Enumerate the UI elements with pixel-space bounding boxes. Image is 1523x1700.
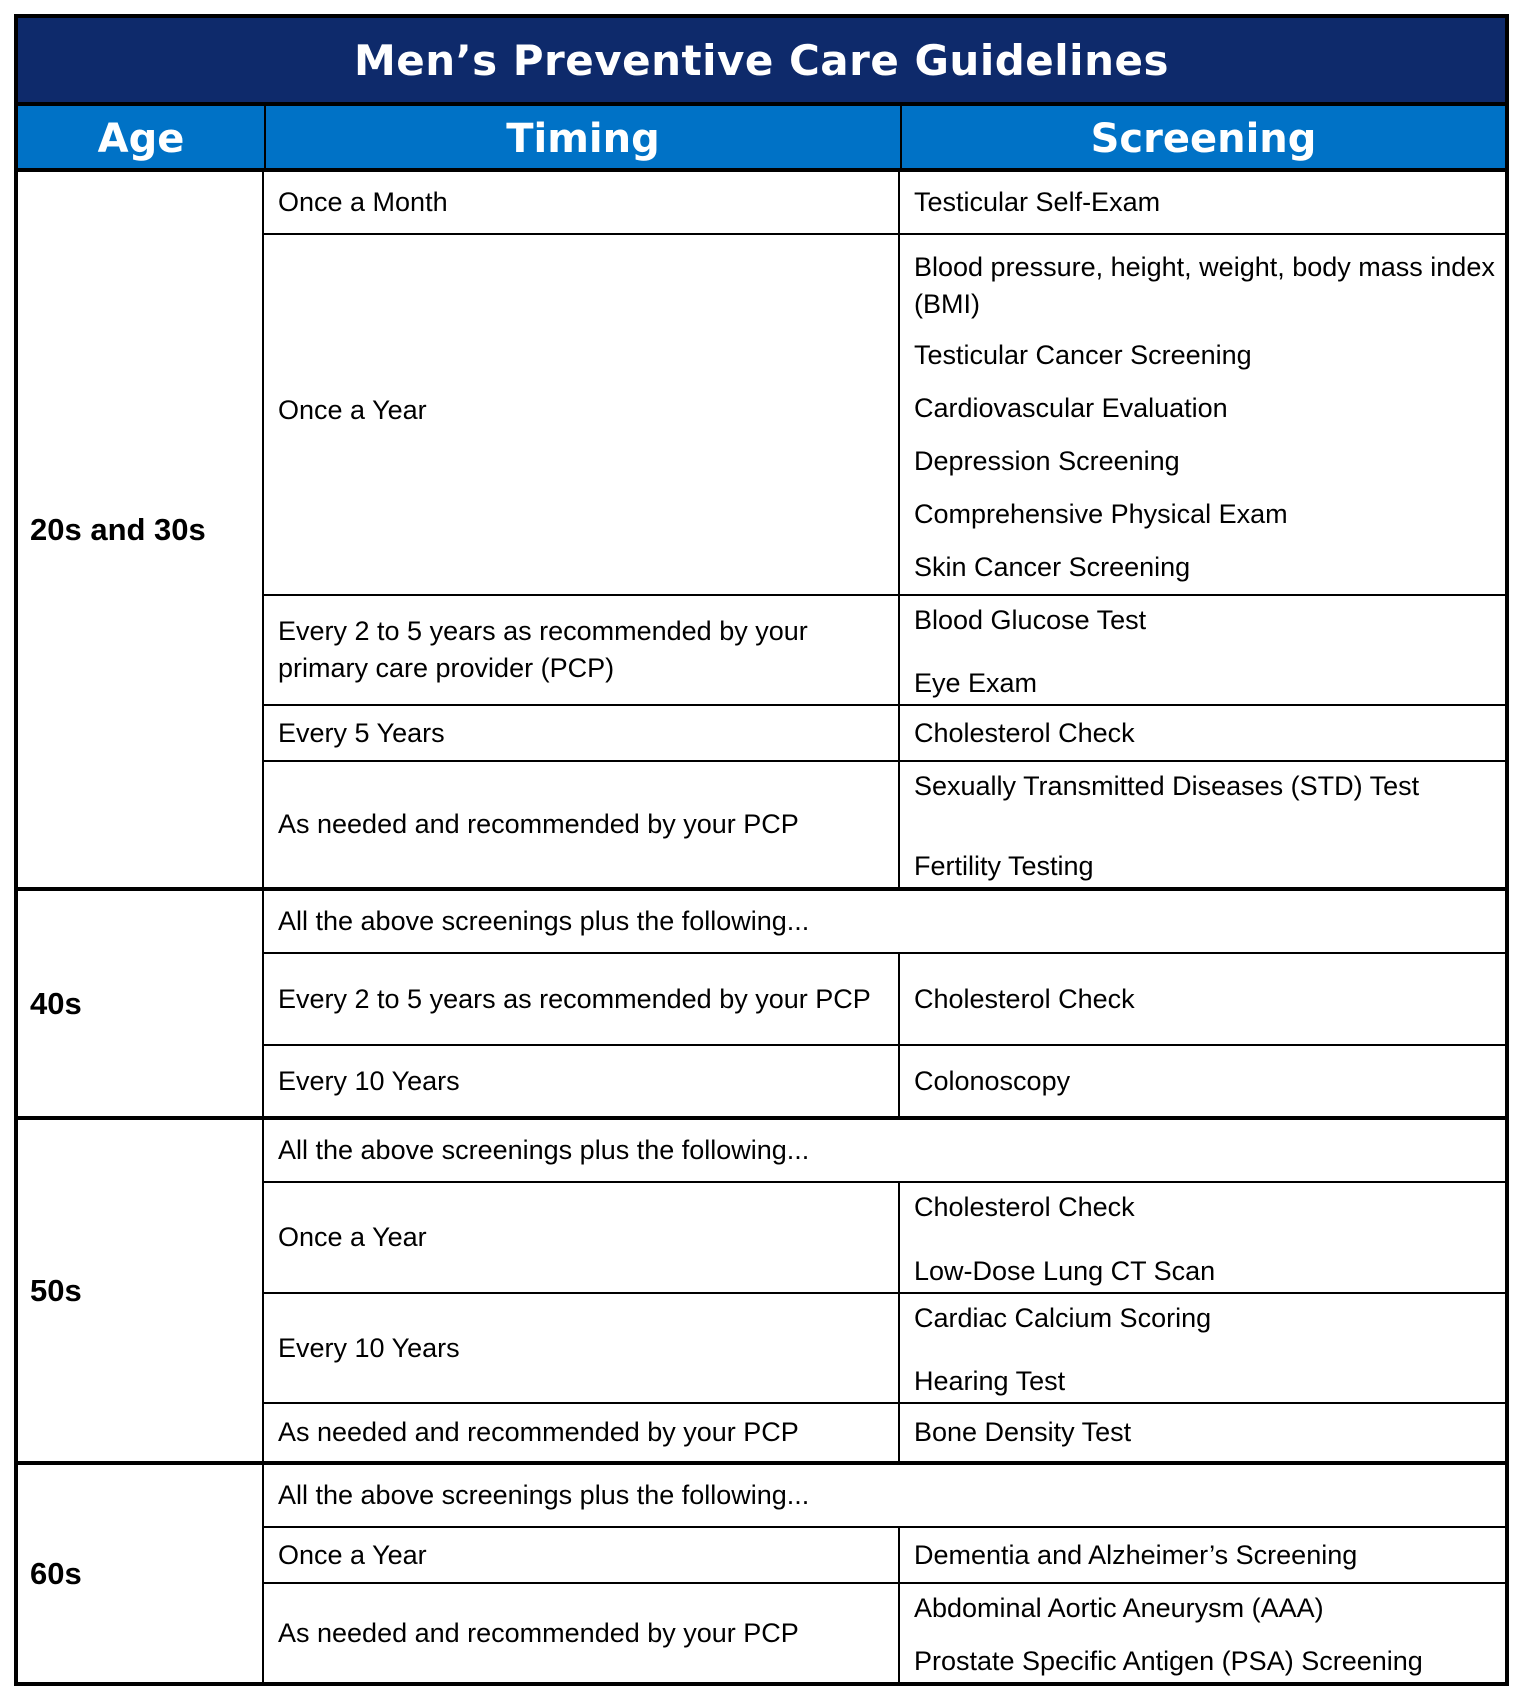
table-row — [264, 1584, 1505, 1682]
age-label: 60s — [18, 1465, 264, 1682]
age-label: 50s — [18, 1120, 264, 1461]
screening-item: Eye Exam — [914, 668, 1038, 698]
timing-cell: As needed and recommended by your PCP — [264, 1404, 900, 1461]
table-row — [264, 596, 1505, 706]
age-group-50s — [18, 1116, 1505, 1461]
screening-cell — [900, 1528, 1505, 1582]
table-row — [264, 706, 1505, 762]
screening-cell — [900, 1294, 1505, 1402]
timing-cell: Every 10 Years — [264, 1294, 900, 1402]
timing-cell: Once a Year — [264, 1528, 900, 1582]
table-row — [264, 1046, 1505, 1116]
timing-cell: As needed and recommended by your PCP — [264, 1584, 900, 1682]
note-cell: All the above screenings plus the following... — [278, 1480, 810, 1510]
timing-cell: Once a Month — [264, 172, 900, 233]
header-age: Age — [18, 106, 264, 168]
header-timing: Timing — [264, 106, 900, 168]
screening-item: Comprehensive Physical Exam — [914, 499, 1288, 529]
screening-cell — [900, 954, 1505, 1044]
screening-item: Depression Screening — [914, 446, 1180, 476]
guidelines-table — [14, 14, 1509, 1686]
screening-cell — [900, 1046, 1505, 1116]
table-row — [264, 762, 1505, 887]
screening-item: Cholesterol Check — [914, 1192, 1135, 1222]
timing-cell: Once a Year — [264, 235, 900, 594]
screening-item: Hearing Test — [914, 1366, 1066, 1396]
screening-cell — [900, 235, 1505, 594]
screening-cell — [900, 172, 1505, 233]
screening-cell — [900, 1404, 1505, 1461]
table-row — [264, 1528, 1505, 1584]
timing-cell: As needed and recommended by your PCP — [264, 762, 900, 887]
screening-item: Testicular Self-Exam — [914, 187, 1161, 217]
screening-item: Cholesterol Check — [914, 983, 1135, 1014]
screening-item: Sexually Transmitted Diseases (STD) Test — [914, 771, 1420, 801]
age-group-20s-30s — [18, 172, 1505, 887]
age-group-40s — [18, 887, 1505, 1116]
age-label: 20s and 30s — [18, 172, 264, 887]
screening-item: Cardiovascular Evaluation — [914, 393, 1228, 423]
table-row — [264, 172, 1505, 235]
table-row — [264, 1294, 1505, 1404]
note-cell: All the above screenings plus the following... — [278, 1135, 810, 1165]
screening-cell — [900, 762, 1505, 887]
timing-cell: Every 5 Years — [264, 706, 900, 760]
screening-cell — [900, 596, 1505, 704]
screening-item: Bone Density Test — [914, 1417, 1132, 1447]
screening-item: Cardiac Calcium Scoring — [914, 1303, 1212, 1333]
table-row — [264, 954, 1505, 1046]
screening-item: Blood pressure, height, weight, body mass index (BMI) — [914, 252, 1495, 319]
screening-item: Dementia and Alzheimer’s Screening — [914, 1539, 1358, 1570]
table-row — [264, 235, 1505, 596]
timing-cell: Every 2 to 5 years as recommended by your PCP — [264, 954, 900, 1044]
screening-item: Testicular Cancer Screening — [914, 340, 1252, 370]
table-title: Men’s Preventive Care Guidelines — [18, 18, 1505, 106]
screening-item: Cholesterol Check — [914, 717, 1135, 748]
header-screening: Screening — [900, 106, 1505, 168]
screening-item: Colonoscopy — [914, 1065, 1071, 1096]
timing-cell: Once a Year — [264, 1183, 900, 1292]
screening-item: Fertility Testing — [914, 851, 1094, 881]
screening-cell — [900, 706, 1505, 760]
age-label: 40s — [18, 891, 264, 1116]
age-group-60s — [18, 1461, 1505, 1682]
timing-cell: Every 10 Years — [264, 1046, 900, 1116]
screening-item: Blood Glucose Test — [914, 605, 1147, 635]
screening-item: Prostate Specific Antigen (PSA) Screening — [914, 1646, 1423, 1676]
screening-cell — [900, 1183, 1505, 1292]
screening-item: Abdominal Aortic Aneurysm (AAA) — [914, 1593, 1324, 1623]
note-row — [264, 1465, 1505, 1528]
header-row — [18, 106, 1505, 172]
note-row — [264, 891, 1505, 954]
note-row — [264, 1120, 1505, 1183]
screening-cell — [900, 1584, 1505, 1682]
note-cell: All the above screenings plus the following... — [278, 906, 810, 936]
table-row — [264, 1183, 1505, 1294]
screening-item: Skin Cancer Screening — [914, 552, 1191, 582]
screening-item: Low-Dose Lung CT Scan — [914, 1256, 1216, 1286]
table-row — [264, 1404, 1505, 1461]
timing-cell: Every 2 to 5 years as recommended by your primary care provider (PCP) — [264, 596, 900, 704]
